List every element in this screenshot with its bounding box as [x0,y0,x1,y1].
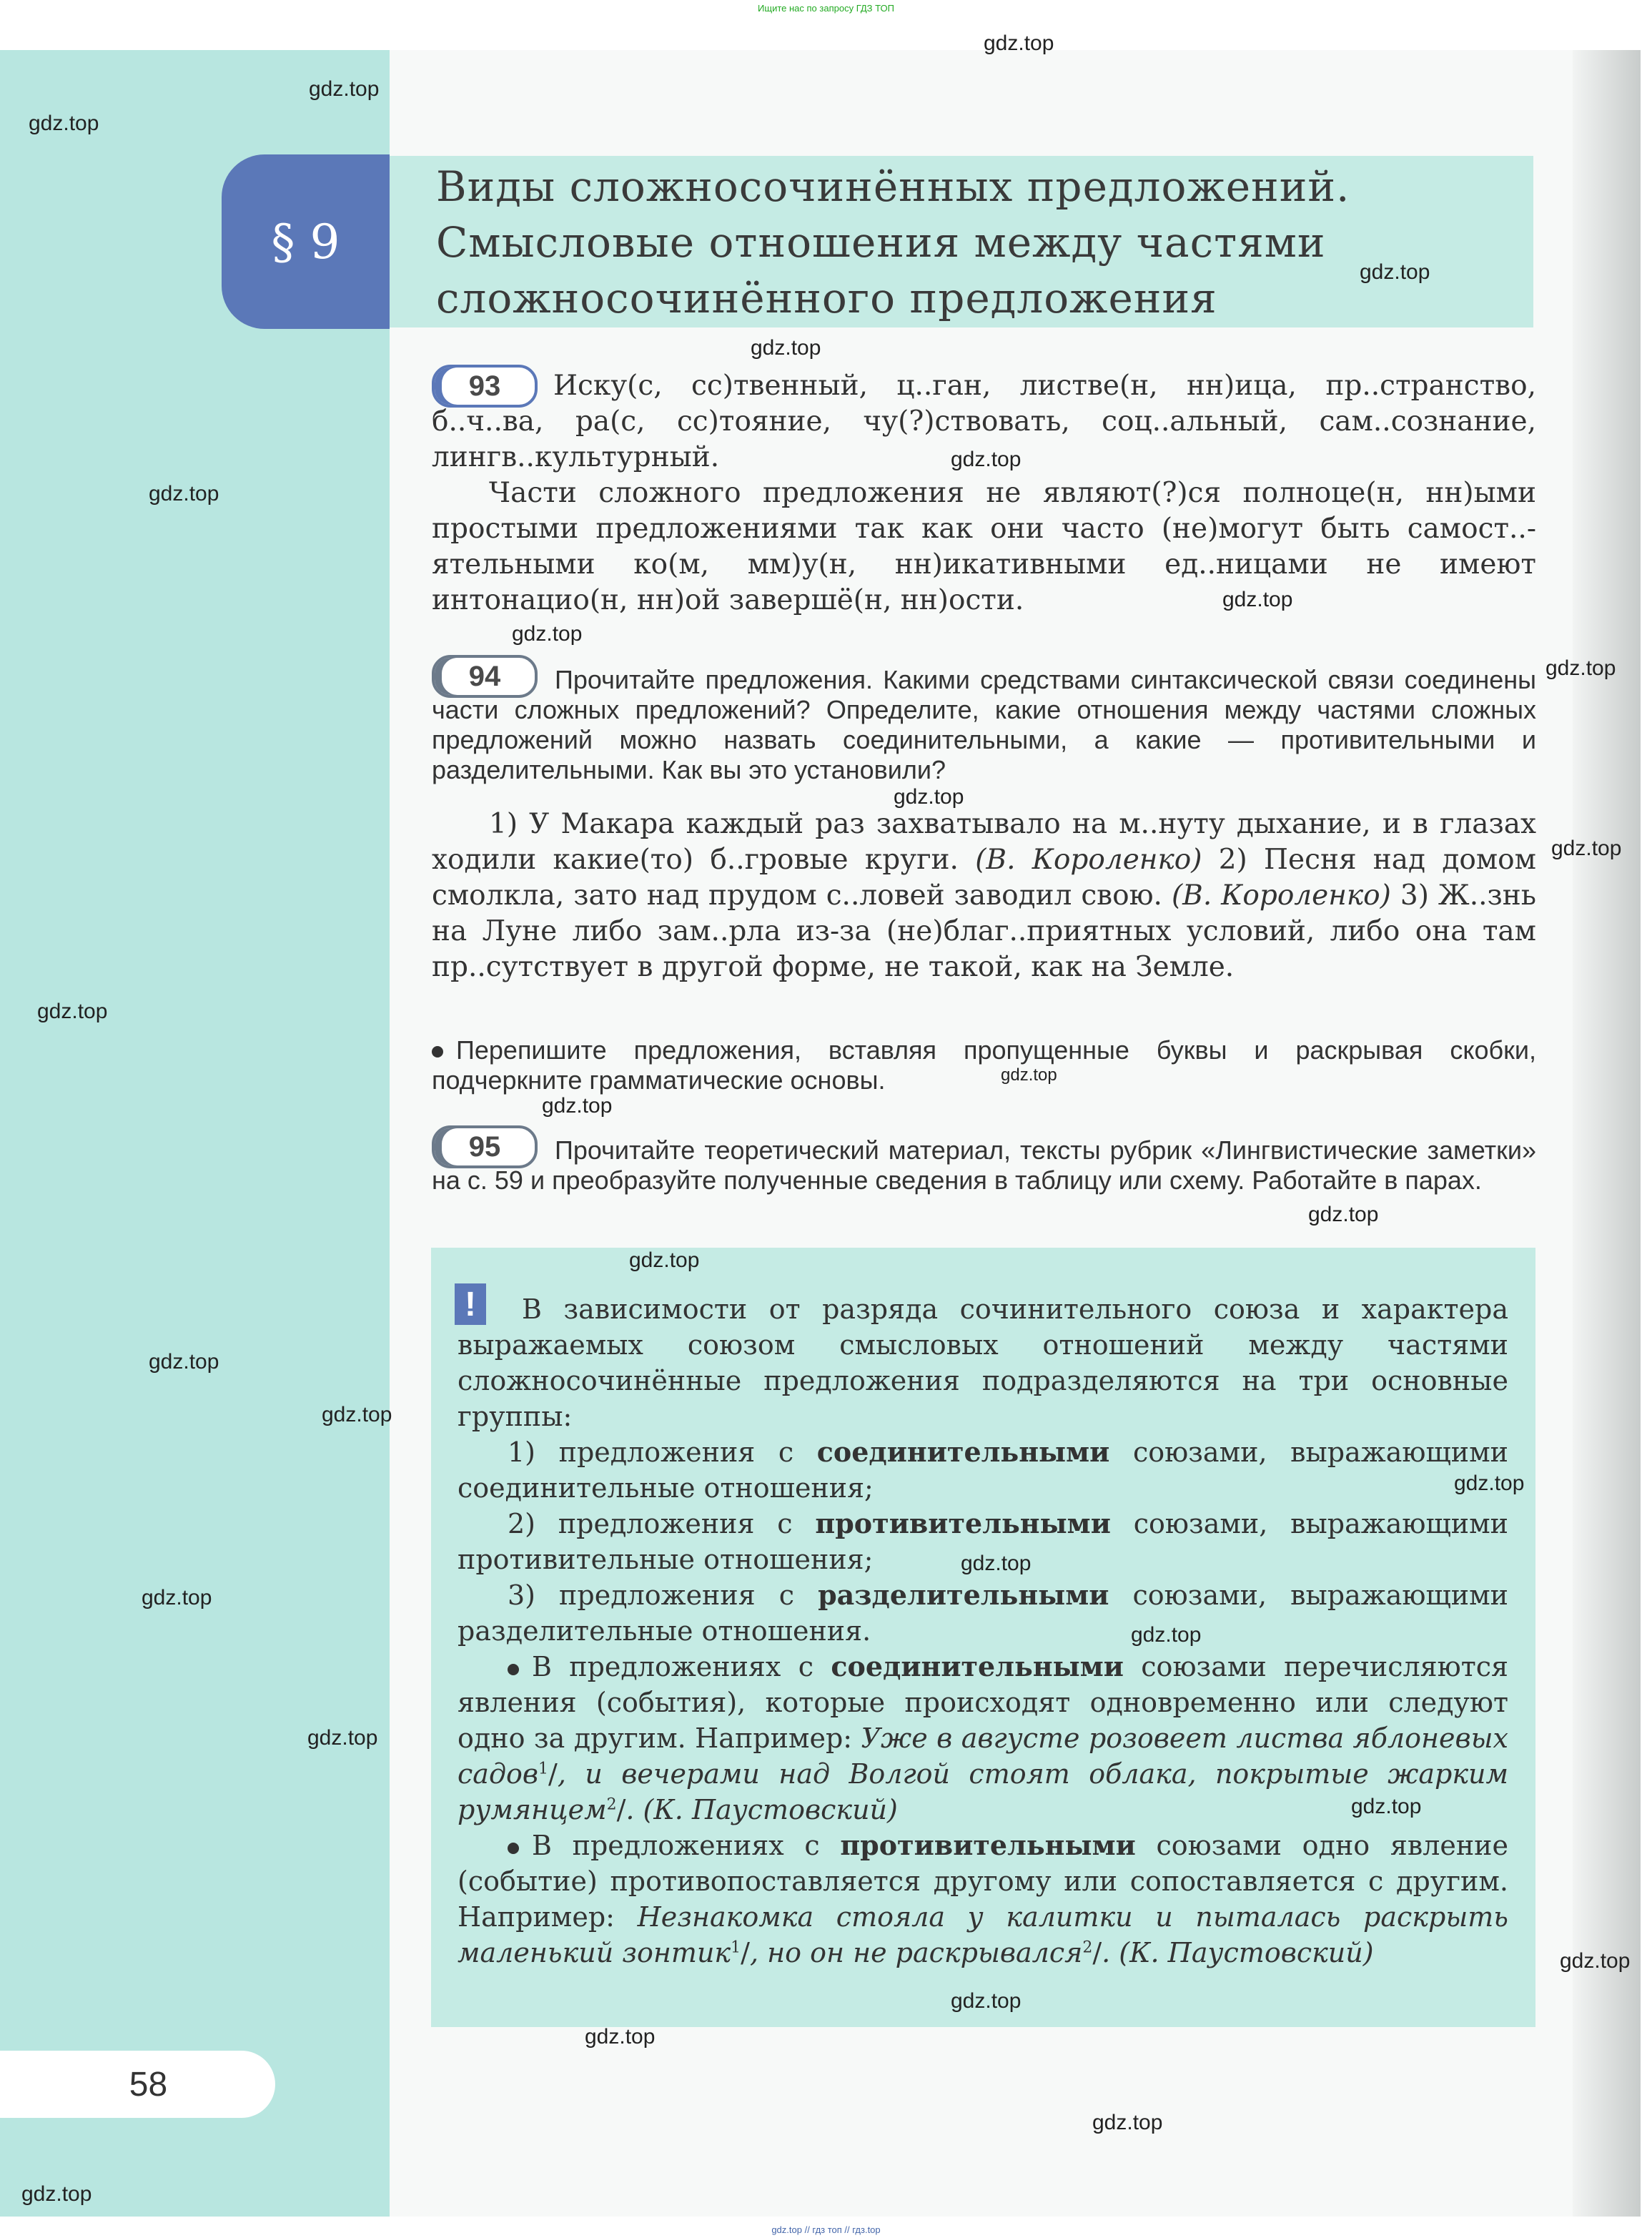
theory-paragraph-connective: В предложениях с соединительными союзами перечисляются явления (события), которые происходят одновременно или следуют одно за другим. Например: Уже в августе розовеет листва яблоневых садов$^1$/, и вечерами над Волгой стоят облака, покрытые жарким румянцем$^2$/. (К. Паустовский) [457,1650,1508,1825]
watermark: gdz.top [751,336,821,360]
bullet-icon [508,1843,519,1854]
watermark: gdz.top [307,1726,378,1750]
theory-item: 1) предложения с соединительными союзами, выражающими соединительные отношения; [457,1436,1508,1504]
watermark: gdz.top [894,785,964,809]
watermark: gdz.top [961,1552,1032,1575]
watermark: gdz.top [1131,1623,1202,1647]
watermark: gdz.top [542,1094,613,1118]
watermark: gdz.top [1360,260,1430,284]
exercise-number-badge: 94 [432,655,538,698]
watermark: gdz.top [1545,656,1616,680]
exercise-94-followup: Перепишите предложения, вставляя пропущенные буквы и раскрывая скобки, подчеркните грамматические основы. [432,1035,1536,1095]
bullet-icon [508,1664,519,1675]
watermark: gdz.top [149,482,219,506]
watermark: gdz.top [21,2182,92,2206]
watermark: gdz.top [1560,1949,1631,1973]
watermark: gdz.top [629,1248,700,1272]
title-line: Виды сложносочинённых предложений. [436,162,1350,211]
watermark: gdz.top [1551,837,1622,860]
exercise-93-text: Части сложного предложения не являют(?)ся полноце(н, нн)ыми простыми предложениями так как они часто (не)могут быть самост..-ятельными ко(м, мм)у(н, нн)икативными ед..ницами не имеют интонацио(н, нн)ой завершё(н, нн)ости. [432,477,1536,616]
watermark: gdz.top [309,77,380,101]
section-number: § 9 [271,214,340,270]
left-margin-strip [0,50,390,2217]
watermark: gdz.top [29,112,99,135]
watermark: gdz.top [951,448,1022,471]
theory-intro: В зависимости от разряда сочинительного союза и характера выражаемых союзом смысловых отношений между частями сложносочинённые предложения подразделяются на три основные группы: [457,1293,1508,1432]
page-edge-shadow [1573,50,1641,2217]
watermark: gdz.top [1351,1795,1422,1818]
watermark: gdz.top [37,1000,108,1023]
watermark: gdz.top [1001,1065,1057,1085]
watermark: gdz.top [142,1586,212,1610]
exercise-93-words: Иску(с, сс)твенный, ц..ган, листве(н, нн)ица, пр..странство, б..ч..ва, ра(с, сс)тояние, чу(?)ствовать, соц..альный, сам..сознание, лингв..культурный. [432,370,1536,473]
search-hint-link[interactable]: Ищите нас по запросу ГДЗ ТОП [758,3,894,14]
theory-text [457,1291,1508,1971]
exercise-number-badge: 93 [432,365,538,408]
exercise-94-sentences: 1) У Макара каждый раз захватывало на м..нуту дыхание, и в глазах ходили какие(то) б..гровые круги. (В. Короленко) 2) Песня над домом смолкла, зато над прудом с..ловей заводил свою. (В. Короленко) 3) Ж..знь на Луне либо зам..рла из-за (не)благ..приятных условий, либо она там пр..сутствует в другой форме, не такой, как на Земле. [432,808,1536,983]
page-number-tab [0,2051,275,2118]
exercise-number-badge: 95 [432,1125,538,1168]
watermark: gdz.top [322,1403,392,1426]
theory-item: 2) предложения с противительными союзами, выражающими противительные отношения; [457,1507,1508,1575]
theory-item: 3) предложения с разделительными союзами, выражающими разделительные отношения. [457,1579,1508,1647]
title-line: сложносочинённого предложения [436,274,1217,322]
watermark: gdz.top [984,31,1054,55]
section-number-tab [222,154,390,329]
watermark: gdz.top [951,1989,1022,2013]
watermark: gdz.top [149,1350,219,1374]
watermark: gdz.top [1092,2111,1163,2134]
section-title [436,159,1508,326]
title-line: Смысловые отношения между частями [436,218,1326,267]
watermark: gdz.top [585,2025,656,2049]
watermark: gdz.top [1454,1472,1525,1495]
theory-paragraph-adversative: В предложениях с противительными союзами одно явление (событие) противопоставляется другому или сопоставляется с другим. Например: Незнакомка стояла у калитки и пыталась раскрыть маленький зонтик$^1$/, но он не раскрывался$^2$/. (К. Паустовский) [457,1829,1509,1968]
bottom-links[interactable]: gdz.top // гдз топ // гдз.top [771,2224,881,2235]
exclamation-icon: ! [455,1283,486,1325]
watermark: gdz.top [1308,1203,1379,1226]
watermark: gdz.top [1222,588,1293,611]
watermark: gdz.top [512,622,583,646]
bullet-icon [432,1046,443,1058]
exercise-94-task: Прочитайте предложения. Какими средствами синтаксической связи соединены части сложных предложений? Определите, какие отношения между частями сложных предложений можно назвать соединительными, а какие — противительными и разделительными. Как вы это установили? [432,665,1536,784]
exercise-95-task: Прочитайте теоретический материал, тексты рубрик «Лингвистические заметки» на с. 59 и преобразуйте полученные сведения в таблицу или схему. Работайте в парах. [432,1135,1536,1195]
page-number: 58 [129,2065,168,2104]
